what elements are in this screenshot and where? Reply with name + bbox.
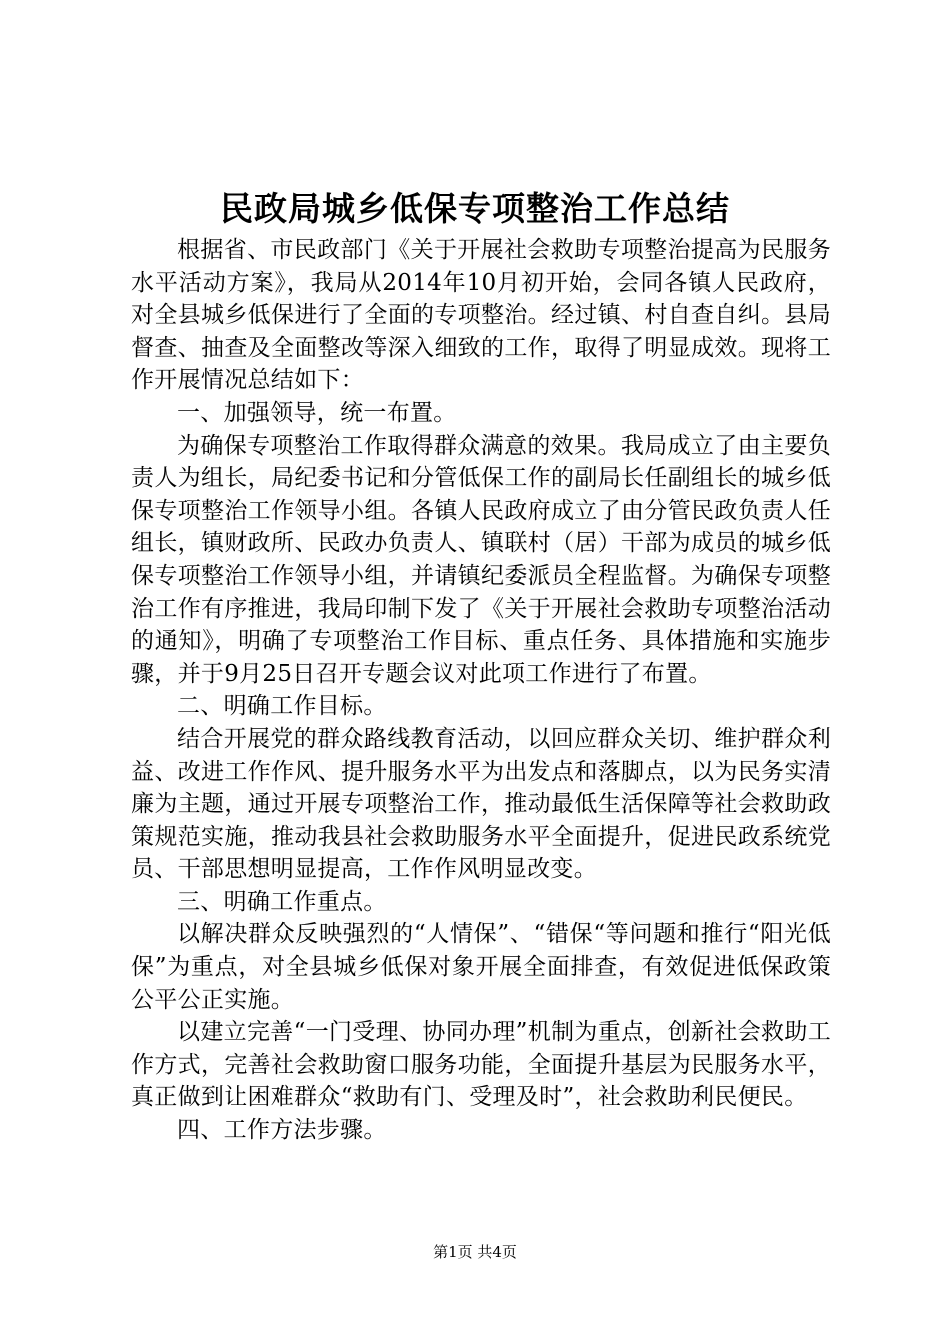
paragraph-leadership: 为确保专项整治工作取得群众满意的效果。我局成立了由主要负责人为组长，局纪委书记和分管低保工作的副局长任副组长的城乡低保专项整治工作领导小组。各镇人民政府成立了由分管民政负责人任组长，镇财政所、民政办负责人、镇联村（居）干部为成员的城乡低保专项整治工作领导小组，并请镇纪委派员全程监督。为确保专项整治工作有序推进，我局印制下发了《关于开展社会救助专项整治活动的通知》，明确了专项整治工作目标、重点任务、具体措施和实施步骤，并于9月25日召开专题会议对此项工作进行了布置。	[131, 432, 831, 687]
page-number-footer: 第1页 共4页	[433, 1243, 517, 1261]
document-title: 民政局城乡低保专项整治工作总结	[220, 189, 730, 228]
section-heading-3: 三、明确工作重点。	[177, 888, 387, 915]
section-heading-1: 一、加强领导，统一布置。	[177, 399, 457, 426]
section-heading-2: 二、明确工作目标。	[177, 693, 387, 720]
paragraph-focus-2: 以建立完善“一门受理、协同办理”机制为重点，创新社会救助工作方式，完善社会救助窗口服务功能，全面提升基层为民服务水平，真正做到让困难群众“救助有门、受理及时”，社会救助利民便民。	[131, 1019, 831, 1111]
paragraph-goals: 结合开展党的群众路线教育活动，以回应群众关切、维护群众利益、改进工作作风、提升服务水平为出发点和落脚点，以为民务实清廉为主题，通过开展专项整治工作，推动最低生活保障等社会救助政策规范实施，推动我县社会救助服务水平全面提升，促进民政系统党员、干部思想明显提高，工作作风明显改变。	[131, 725, 831, 883]
document-body	[131, 234, 831, 1147]
paragraph-focus-1: 以解决群众反映强烈的“人情保”、“错保“等问题和推行“阳光低保”为重点，对全县城乡低保对象开展全面排查，有效促进低保政策公平公正实施。	[131, 921, 831, 1013]
paragraph-intro: 根据省、市民政部门《关于开展社会救助专项整治提高为民服务水平活动方案》，我局从2014年10月初开始，会同各镇人民政府，对全县城乡低保进行了全面的专项整治。经过镇、村自查自纠。县局督查、抽查及全面整改等深入细致的工作，取得了明显成效。现将工作开展情况总结如下：	[131, 237, 831, 394]
section-heading-4: 四、工作方法步骤。	[177, 1117, 387, 1144]
